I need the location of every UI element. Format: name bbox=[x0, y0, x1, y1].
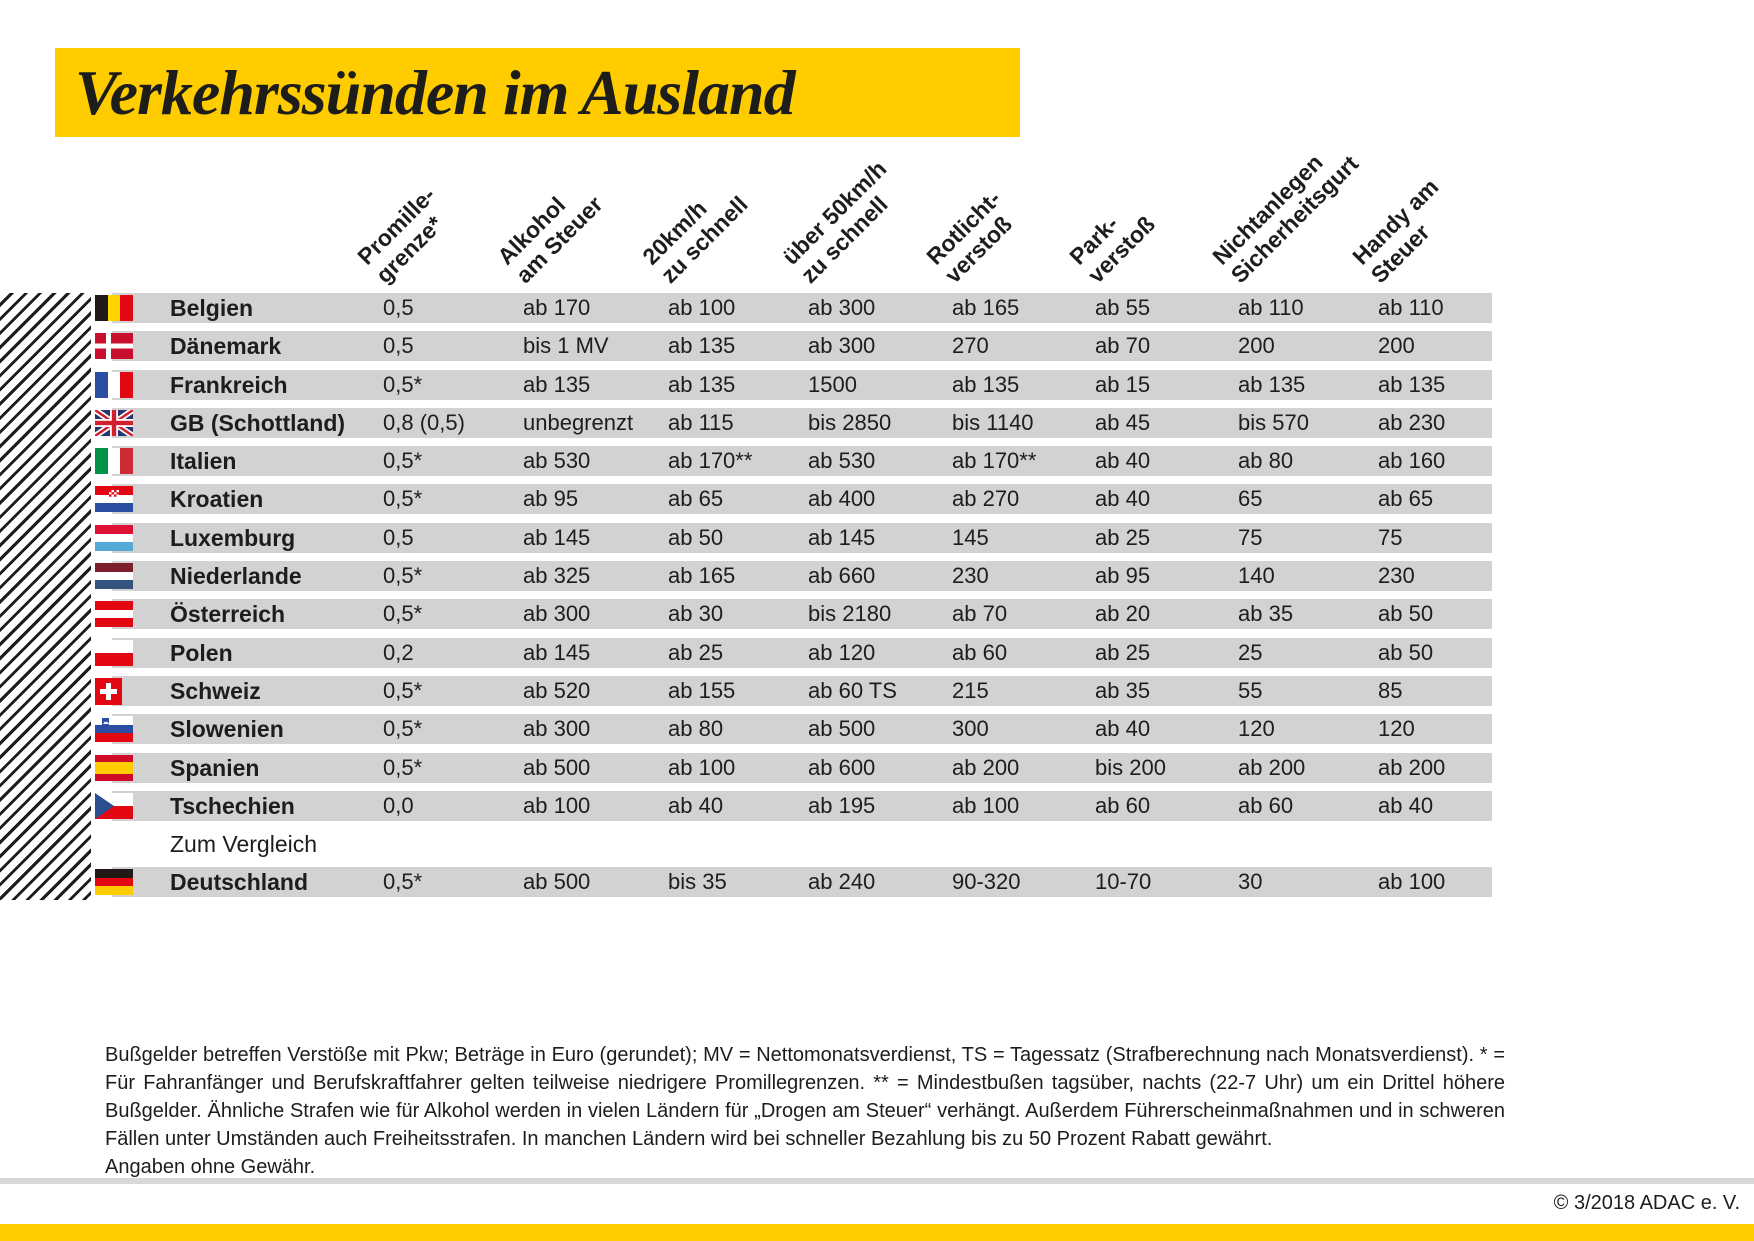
table-cell: 90-320 bbox=[952, 869, 1021, 895]
table-cell: ab 60 TS bbox=[808, 677, 897, 703]
country-name: Slowenien bbox=[170, 716, 284, 743]
country-name: Dänemark bbox=[170, 333, 282, 360]
table-cell: 0,5* bbox=[383, 371, 423, 397]
table-cell: ab 20 bbox=[1095, 601, 1151, 627]
table-cell: ab 120 bbox=[808, 639, 876, 665]
country-name: Polen bbox=[170, 639, 233, 666]
table-cell: 0,5 bbox=[383, 333, 414, 359]
country-name: GB (Schottland) bbox=[170, 409, 346, 436]
table-cell: ab 145 bbox=[523, 639, 591, 665]
table-cell: ab 135 bbox=[952, 371, 1020, 397]
table-row bbox=[0, 753, 1754, 783]
table-cell: bis 2850 bbox=[808, 409, 892, 435]
switzerland-flag-icon bbox=[95, 678, 133, 705]
table-cell: 0,5* bbox=[383, 754, 423, 780]
table-row bbox=[0, 867, 1754, 897]
table-cell: ab 60 bbox=[1238, 792, 1294, 818]
table-cell: ab 200 bbox=[1378, 754, 1446, 780]
gb-flag-icon bbox=[95, 410, 133, 437]
table-cell: 270 bbox=[952, 333, 989, 359]
table-row bbox=[0, 370, 1754, 400]
table-row bbox=[0, 791, 1754, 821]
table-cell: bis 2180 bbox=[808, 601, 892, 627]
table-cell: ab 270 bbox=[952, 486, 1020, 512]
table-cell: ab 80 bbox=[668, 716, 724, 742]
table-cell: ab 530 bbox=[808, 448, 876, 474]
table-cell: ab 95 bbox=[523, 486, 579, 512]
table-cell: ab 170** bbox=[668, 448, 753, 474]
table-cell: 75 bbox=[1378, 524, 1403, 550]
footnote-paragraph: Bußgelder betreffen Verstöße mit Pkw; Beträge in Euro (gerundet); MV = Nettomonatsverdienst, TS = Tagessatz (Strafberechnung nach Monatsverdienst). * = Für Fahranfänger und Berufskraftfahrer gelten teilweise niedrigere Promillegrenzen. ** = Mindestbußen tagsüber, nachts (22-7 Uhr) um ein Drittel höhere Bußgelder. Ähnliche Strafen wie für Alkohol werden in vielen Ländern für „Drogen am Steuer“ verhängt. Außerdem Führerscheinmaßnahmen und in schweren Fällen unter Umständen auch Freiheitsstrafen. In manchen Ländern wird bei schneller Bezahlung bis zu 50 Prozent Rabatt gewährt. bbox=[105, 1044, 1505, 1150]
table-cell: ab 70 bbox=[1095, 333, 1151, 359]
table-cell: bis 570 bbox=[1238, 409, 1309, 435]
table-cell: ab 500 bbox=[523, 869, 591, 895]
italy-flag-icon bbox=[95, 448, 133, 475]
table-cell: ab 40 bbox=[1378, 792, 1434, 818]
table-cell: 55 bbox=[1238, 677, 1263, 703]
table-row bbox=[0, 523, 1754, 553]
table-cell: 215 bbox=[952, 677, 989, 703]
table-cell: ab 50 bbox=[1378, 601, 1434, 627]
column-header-parkverstoss: Park- verstoß bbox=[1064, 210, 1160, 288]
footer-divider bbox=[0, 1178, 1754, 1184]
table-cell: ab 40 bbox=[1095, 448, 1151, 474]
table-cell: ab 135 bbox=[668, 371, 736, 397]
table-row bbox=[0, 293, 1754, 323]
table-row bbox=[0, 676, 1754, 706]
table-row bbox=[0, 561, 1754, 591]
table-cell: ab 325 bbox=[523, 563, 591, 589]
column-header-alkohol-am-steuer: Alkohol am Steuer bbox=[492, 190, 608, 288]
table-cell: ab 35 bbox=[1095, 677, 1151, 703]
table-cell: ab 110 bbox=[1238, 295, 1304, 320]
country-name: Italien bbox=[170, 448, 237, 475]
country-name: Deutschland bbox=[170, 869, 309, 896]
column-header-promillegrenze: Promille- grenze* bbox=[352, 181, 448, 288]
table-cell: ab 500 bbox=[808, 716, 876, 742]
table-cell: ab 95 bbox=[1095, 563, 1151, 589]
table-cell: ab 45 bbox=[1095, 409, 1151, 435]
table-row bbox=[0, 484, 1754, 514]
table-cell: ab 50 bbox=[668, 524, 724, 550]
denmark-flag-icon bbox=[95, 333, 133, 360]
table-cell: ab 170 bbox=[523, 295, 591, 320]
table-cell: 140 bbox=[1238, 563, 1275, 589]
table-cell: ab 195 bbox=[808, 792, 876, 818]
table-cell: ab 300 bbox=[523, 716, 591, 742]
netherlands-flag-icon bbox=[95, 563, 133, 590]
table-cell: ab 200 bbox=[952, 754, 1020, 780]
table-cell: ab 25 bbox=[1095, 524, 1151, 550]
table-cell: ab 400 bbox=[808, 486, 876, 512]
table-cell: ab 300 bbox=[808, 295, 876, 320]
table-cell: ab 25 bbox=[668, 639, 724, 665]
croatia-flag-icon bbox=[95, 486, 133, 513]
table-cell: 75 bbox=[1238, 524, 1263, 550]
austria-flag-icon bbox=[95, 601, 133, 628]
table-cell: ab 155 bbox=[668, 677, 736, 703]
table-cell: 0,5 bbox=[383, 524, 414, 550]
slovenia-flag-icon bbox=[95, 716, 133, 743]
table-cell: 25 bbox=[1238, 639, 1263, 665]
table-cell: ab 40 bbox=[668, 792, 724, 818]
country-name: Tschechien bbox=[170, 792, 295, 819]
table-cell: ab 35 bbox=[1238, 601, 1294, 627]
title-banner bbox=[55, 48, 1020, 137]
table-cell: 120 bbox=[1378, 716, 1415, 742]
country-name: Belgien bbox=[170, 295, 254, 321]
table-cell: 0,5* bbox=[383, 869, 423, 895]
table-cell: ab 100 bbox=[668, 295, 736, 320]
table-cell: ab 170** bbox=[952, 448, 1037, 474]
table-cell: ab 600 bbox=[808, 754, 876, 780]
spain-flag-icon bbox=[95, 755, 133, 782]
table-row bbox=[0, 446, 1754, 476]
table-cell: 0,0 bbox=[383, 792, 414, 818]
table-cell: 0,5* bbox=[383, 486, 423, 512]
table-cell: 0,2 bbox=[383, 639, 414, 665]
table-cell: ab 660 bbox=[808, 563, 876, 589]
table-cell: ab 30 bbox=[668, 601, 724, 627]
table-cell: ab 70 bbox=[952, 601, 1008, 627]
table-row bbox=[0, 638, 1754, 668]
table-cell: 0,5* bbox=[383, 716, 423, 742]
table-cell: 10-70 bbox=[1095, 869, 1152, 895]
table-cell: ab 200 bbox=[1238, 754, 1306, 780]
table-cell: ab 520 bbox=[523, 677, 591, 703]
table-cell: unbegrenzt bbox=[523, 409, 634, 435]
fines-table bbox=[0, 293, 1754, 906]
table-cell: ab 240 bbox=[808, 869, 876, 895]
table-row bbox=[0, 714, 1754, 744]
table-body bbox=[0, 293, 1754, 821]
page-title: Verkehrssünden im Ausland bbox=[75, 56, 795, 128]
footnote-disclaimer: Angaben ohne Gewähr. bbox=[105, 1156, 316, 1178]
country-name: Frankreich bbox=[170, 371, 288, 398]
country-name: Spanien bbox=[170, 754, 260, 781]
table-cell: ab 65 bbox=[668, 486, 724, 512]
table-cell: 145 bbox=[952, 524, 989, 550]
column-header-ueber-50kmh-zu-schnell: über 50km/h zu schnell bbox=[777, 155, 893, 288]
table-cell: 0,5* bbox=[383, 563, 423, 589]
table-cell: 120 bbox=[1238, 716, 1275, 742]
table-cell: ab 40 bbox=[1095, 486, 1151, 512]
table-cell: ab 145 bbox=[523, 524, 591, 550]
luxembourg-flag-icon bbox=[95, 525, 133, 552]
table-cell: ab 165 bbox=[952, 295, 1020, 320]
table-cell: ab 300 bbox=[808, 333, 876, 359]
table-cell: ab 135 bbox=[1238, 371, 1306, 397]
table-cell: 0,5 bbox=[383, 295, 414, 320]
compare-label: Zum Vergleich bbox=[170, 831, 318, 858]
table-cell: ab 100 bbox=[1378, 869, 1446, 895]
table-cell: ab 100 bbox=[952, 792, 1020, 818]
table-cell: 0,5* bbox=[383, 448, 423, 474]
table-row bbox=[0, 599, 1754, 629]
table-cell: ab 165 bbox=[668, 563, 736, 589]
table-cell: ab 80 bbox=[1238, 448, 1294, 474]
table-cell: ab 55 bbox=[1095, 295, 1151, 320]
table-cell: ab 530 bbox=[523, 448, 591, 474]
copyright-text: © 3/2018 ADAC e. V. bbox=[1553, 1192, 1740, 1214]
table-cell: ab 60 bbox=[952, 639, 1008, 665]
table-cell: 200 bbox=[1378, 333, 1415, 359]
table-cell: ab 110 bbox=[1378, 295, 1444, 320]
table-cell: 85 bbox=[1378, 677, 1403, 703]
table-cell: ab 145 bbox=[808, 524, 876, 550]
table-cell: ab 300 bbox=[523, 601, 591, 627]
country-name: Luxemburg bbox=[170, 524, 296, 551]
table-cell: ab 100 bbox=[668, 754, 736, 780]
table-row bbox=[0, 331, 1754, 361]
table-cell: ab 50 bbox=[1378, 639, 1434, 665]
table-cell: 0,8 (0,5) bbox=[383, 409, 465, 435]
table-cell: ab 40 bbox=[1095, 716, 1151, 742]
table-cell: 0,5* bbox=[383, 677, 423, 703]
table-cell: 230 bbox=[1378, 563, 1415, 589]
table-cell: 30 bbox=[1238, 869, 1263, 895]
table-cell: 300 bbox=[952, 716, 989, 742]
czech-flag-icon bbox=[95, 793, 133, 820]
table-cell: 200 bbox=[1238, 333, 1275, 359]
column-header-handy-am-steuer: Handy am Steuer bbox=[1347, 173, 1444, 288]
table-cell: ab 15 bbox=[1095, 371, 1151, 397]
country-name: Österreich bbox=[170, 601, 286, 628]
country-name: Niederlande bbox=[170, 563, 302, 590]
column-header-20kmh-zu-schnell: 20km/h zu schnell bbox=[637, 190, 753, 288]
country-name: Schweiz bbox=[170, 677, 261, 704]
belgium-flag-icon bbox=[95, 295, 133, 322]
table-cell: ab 135 bbox=[1378, 371, 1446, 397]
table-cell: ab 160 bbox=[1378, 448, 1446, 474]
column-header-sicherheitsgurt: Nichtanlegen Sicherheitsgurt bbox=[1207, 149, 1364, 288]
table-cell: ab 60 bbox=[1095, 792, 1151, 818]
table-cell: bis 200 bbox=[1095, 754, 1166, 780]
table-cell: 1500 bbox=[808, 371, 857, 397]
table-cell: ab 25 bbox=[1095, 639, 1151, 665]
france-flag-icon bbox=[95, 372, 133, 399]
footnotes bbox=[105, 1041, 1505, 1181]
table-cell: ab 100 bbox=[523, 792, 591, 818]
poland-flag-icon bbox=[95, 640, 133, 667]
table-cell: 65 bbox=[1238, 486, 1263, 512]
table-cell: ab 135 bbox=[523, 371, 591, 397]
table-cell: ab 230 bbox=[1378, 409, 1446, 435]
column-header-rotlichtverstoss: Rotlicht- verstoß bbox=[921, 185, 1017, 288]
table-cell: 230 bbox=[952, 563, 989, 589]
table-cell: ab 115 bbox=[668, 409, 734, 435]
table-cell: bis 1140 bbox=[952, 409, 1034, 435]
table-cell: ab 500 bbox=[523, 754, 591, 780]
table-row bbox=[0, 408, 1754, 438]
table-cell: 0,5* bbox=[383, 601, 423, 627]
country-name: Kroatien bbox=[170, 486, 264, 513]
table-cell: ab 135 bbox=[668, 333, 736, 359]
table-cell: bis 1 MV bbox=[523, 333, 609, 359]
germany-flag-icon bbox=[95, 869, 133, 896]
table-body-compare bbox=[0, 867, 1754, 897]
table-cell: bis 35 bbox=[668, 869, 727, 895]
table-cell: ab 65 bbox=[1378, 486, 1434, 512]
bottom-accent-bar bbox=[0, 1224, 1754, 1241]
